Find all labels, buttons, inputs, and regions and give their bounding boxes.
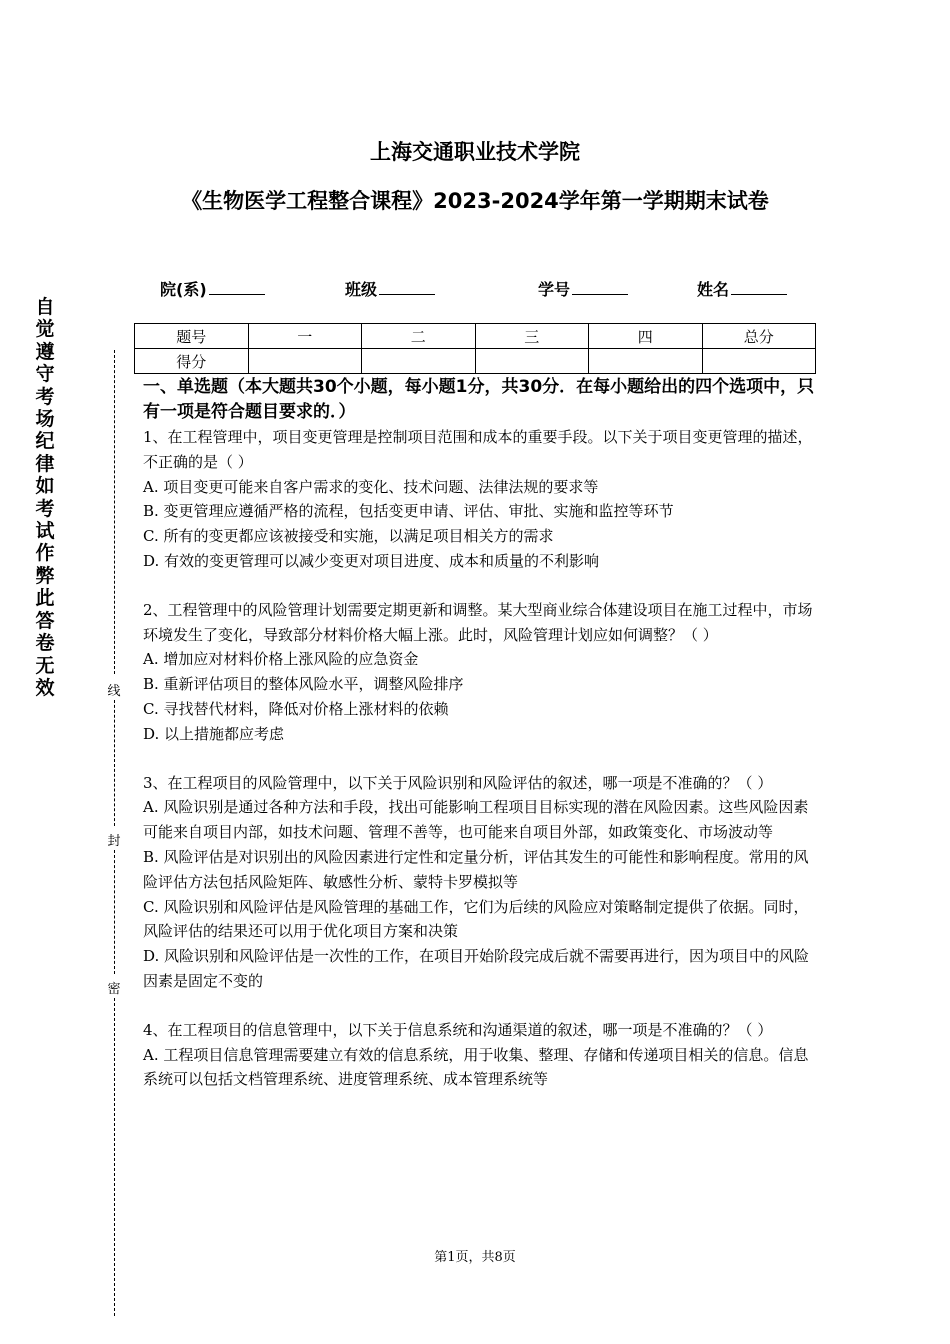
department-field [160,277,265,300]
score-cell[interactable] [589,349,703,374]
score-label: 得分 [135,349,249,374]
section-title: 一、单选题（本大题共30个小题，每小题1分，共30分．在每小题给出的四个选项中，只有一项是符合题目要求的．） [143,377,815,422]
option-a[interactable]: A. 工程项目信息管理需要建立有效的信息系统，用于收集、整理、存储和传递项目相关的信息。信息系统可以包括文档管理系统、进度管理系统、成本管理系统等 [143,1045,809,1089]
column-header: 一 [248,324,362,349]
page-number: 第1页，共8页 [434,1250,516,1265]
student-id-field [538,277,628,300]
department-label: 院(系) [160,280,207,299]
option-a[interactable]: A. 项目变更可能来自客户需求的变化、技术问题、法律法规的要求等 [143,477,599,496]
student-id-label: 学号 [538,280,571,299]
question-1 [143,425,823,574]
question-number-label: 题号 [135,324,249,349]
option-b[interactable]: B. 重新评估项目的整体风险水平，调整风险排序 [143,675,464,694]
option-c[interactable]: C. 所有的变更都应该被接受和实施，以满足项目相关方的需求 [143,527,554,546]
option-b[interactable]: B. 风险评估是对识别出的风险因素进行定性和定量分析，评估其发生的可能性和影响程度。常用的风险评估方法包括风险矩阵、敏感性分析、蒙特卡罗模拟等 [143,847,809,891]
school-title: 上海交通职业技术学院 [370,140,580,164]
seal-dashed-line [114,998,115,1316]
question-3 [143,771,823,994]
option-b[interactable]: B. 变更管理应遵循严格的流程，包括变更申请、评估、审批、实施和监控等环节 [143,502,674,521]
class-field [345,277,435,300]
column-header: 总分 [702,324,816,349]
option-c[interactable]: C. 寻找替代材料，降低对价格上涨材料的依赖 [143,699,449,718]
score-cell[interactable] [248,349,362,374]
seal-dashed-line [114,850,115,974]
column-header: 四 [589,324,703,349]
option-c[interactable]: C. 风险识别和风险评估是风险管理的基础工作，它们为后续的风险应对策略制定提供了依据。同时，风险评估的结果还可以用于优化项目方案和决策 [143,897,809,941]
score-cell[interactable] [475,349,589,374]
question-section [143,375,823,1092]
seal-mark-line: 线 [107,684,121,699]
option-d[interactable]: D. 风险识别和风险评估是一次性的工作，在项目开始阶段完成后就不需要再进行，因为项目中的风险因素是固定不变的 [143,947,810,990]
seal-mark-close: 密 [107,982,121,997]
score-table [134,323,816,374]
question-stem: 3、在工程项目的风险管理中，以下关于风险识别和风险评估的叙述，哪一项是不准确的？（ ） [143,773,773,792]
option-a[interactable]: A. 增加应对材料价格上涨风险的应急资金 [143,650,419,669]
question-stem: 1、在工程管理中，项目变更管理是控制项目范围和成本的重要手段。以下关于项目变更管理的描述，不正确的是（ ） [143,428,813,471]
seal-dashed-line [114,700,115,826]
column-header: 二 [362,324,476,349]
question-stem: 2、工程管理中的风险管理计划需要定期更新和调整。某大型商业综合体建设项目在施工过程中，市场环境发生了变化，导致部分材料价格大幅上涨。此时，风险管理计划应如何调整？（ ） [143,600,813,644]
name-blank[interactable] [731,279,787,295]
class-blank[interactable] [379,279,435,295]
question-stem: 4、在工程项目的信息管理中，以下关于信息系统和沟通渠道的叙述，哪一项是不准确的？（ ） [143,1020,773,1039]
option-d[interactable]: D. 有效的变更管理可以减少变更对项目进度、成本和质量的不利影响 [143,551,600,570]
score-cell[interactable] [702,349,816,374]
seal-dashed-line [114,350,115,674]
seal-mark-seal: 封 [107,834,121,849]
score-table-score-row [135,349,816,374]
department-blank[interactable] [209,279,265,295]
name-label: 姓名 [697,280,730,299]
exam-discipline-notice: 自觉遵守考场纪律如考试作弊此答卷无效 [35,296,55,699]
option-d[interactable]: D. 以上措施都应考虑 [143,724,285,743]
question-4 [143,1018,823,1092]
class-label: 班级 [345,280,378,299]
score-cell[interactable] [362,349,476,374]
student-id-blank[interactable] [572,279,628,295]
name-field [697,277,787,300]
option-a[interactable]: A. 风险识别是通过各种方法和手段，找出可能影响工程项目目标实现的潜在风险因素。这些风险因素可能来自项目内部，如技术问题、管理不善等，也可能来自项目外部，如政策变化、市场波动等 [143,798,809,842]
question-2 [143,598,823,747]
column-header: 三 [475,324,589,349]
score-table-header-row [135,324,816,349]
exam-title: 《生物医学工程整合课程》2023-2024学年第一学期期末试卷 [181,189,769,213]
